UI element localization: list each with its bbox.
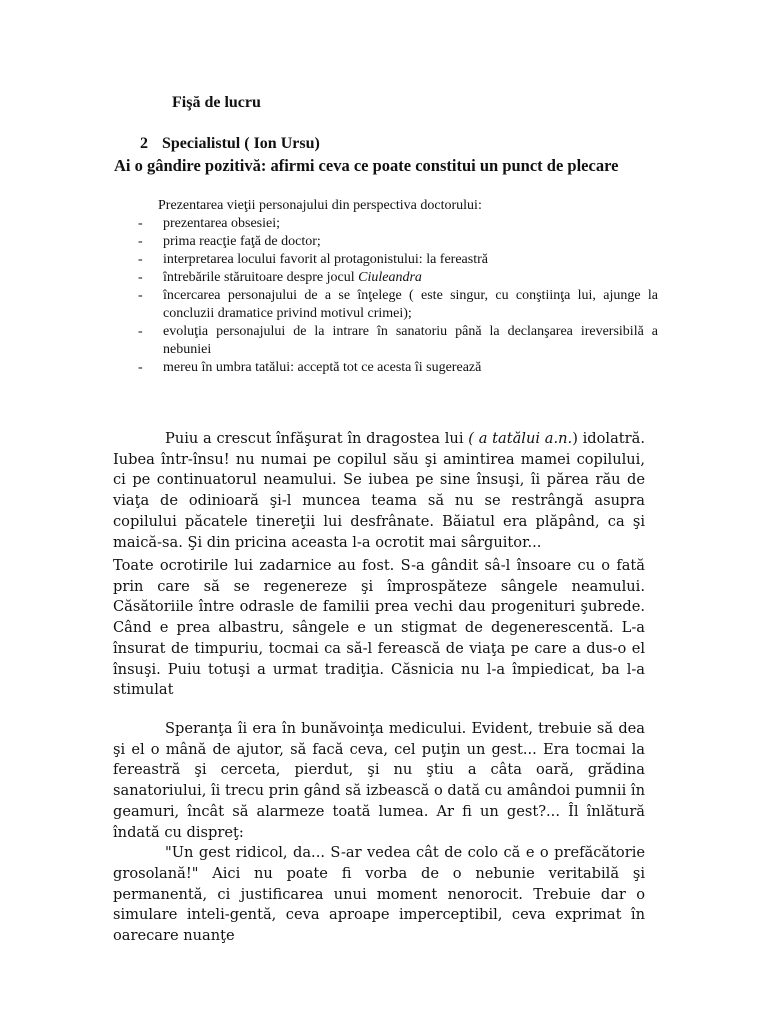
excerpt-paragraph-1 xyxy=(113,429,645,553)
list-item-text: prima reacţie faţă de doctor; xyxy=(163,234,321,249)
excerpt-text: Puiu a crescut înfăşurat în dragostea lui xyxy=(165,430,469,447)
list-item-text: evoluţia personajului de la intrare în sanatoriu până la declanşarea ireversibilă a nebuniei xyxy=(163,324,658,357)
list-item-text: întrebările stăruitoare despre jocul xyxy=(163,270,359,285)
worksheet-subtitle: Ai o gândire pozitivă: afirmi ceva ce poate constitui un punct de plecare xyxy=(114,156,619,175)
section-title: Specialistul ( Ion Ursu) xyxy=(162,135,320,152)
list-dash: - xyxy=(138,360,143,375)
excerpt-italic: ( a tatălui a.n. xyxy=(468,430,573,447)
list-item xyxy=(138,269,658,287)
list-item-text: mereu în umbra tatălui: acceptă tot ce acesta îi sugerează xyxy=(163,360,482,375)
list-dash: - xyxy=(138,234,143,249)
list-item-italic: Ciuleandra xyxy=(358,270,422,285)
list-dash: - xyxy=(138,216,143,231)
section-number: 2 xyxy=(140,135,148,152)
list-dash: - xyxy=(138,270,143,285)
excerpt-text: ) idolatră. Iubea într-însu! nu numai pe copilul său şi amintirea mamei copilului, ci pe continuatorul neamului. Se iubea pe sine însuşi, îi părea rău de viaţa de odinioară şi-l muncea teama să nu se restrângă asupra copilului păcatele tinereţii lui desfrânate. Băiatul era plăpând, ca şi maică-sa. Şi din pricina aceasta l-a ocrotit mai sârguitor... xyxy=(113,430,645,551)
list-item xyxy=(138,251,658,269)
list-item xyxy=(138,287,658,323)
list-item xyxy=(138,359,658,377)
excerpt-paragraph-3 xyxy=(113,719,645,947)
excerpt-paragraph-2: Toate ocrotirile lui zadarnice au fost. S-a gândit sâ-l însoare cu o fată prin care să se regenereze şi împrospăteze sângele neamului. Căsătoriile între odrasle de familii prea vechi dau progenituri şubrede. Când e prea albastru, sângele e un stigmat de degenerescentă. L-a însurat de timpuriu, tocmai ca să-l ferească de viaţa pe care a dus-o el însuşi. Puiu totuşi a urmat tradiţia. Căsnicia nu l-a împiedicat, ba l-a stimulat xyxy=(113,557,645,699)
task-list xyxy=(138,215,658,377)
list-item xyxy=(138,323,658,359)
list-item-text: prezentarea obsesiei; xyxy=(163,216,280,231)
list-item-text: încercarea personajului de a se înţelege ( este singur, cu conştiinţa lui, ajunge la concluzii dramatice privind motivul crimei); xyxy=(163,288,658,321)
intro-line: Prezentarea vieţii personajului din perspectiva doctorului: xyxy=(158,198,482,213)
list-item xyxy=(138,233,658,251)
excerpt-text: "Un gest ridicol, da... S-ar vedea cât de colo că e o prefăcătorie grosolană!" Aici nu poate fi vorba de o nebunie veritabilă şi permanentă, ci justificarea unui moment nenorocit. Trebuie dar o simulare inteli-gentă, ceva aproape imperceptibil, ceva exprimat în oarecare nuanţe xyxy=(113,844,645,945)
worksheet-title: Fişă de lucru xyxy=(172,94,261,111)
section-heading xyxy=(140,135,320,153)
list-dash: - xyxy=(138,324,143,339)
list-dash: - xyxy=(138,288,143,303)
list-item xyxy=(138,215,658,233)
list-item-text: interpretarea locului favorit al protagonistului: la fereastră xyxy=(163,252,488,267)
excerpt-text: Speranţa îi era în bunăvoinţa medicului. Evident, trebuie să dea şi el o mână de ajutor, să facă ceva, cel puţin un gest... Era tocmai la fereastră şi cerceta, pierdut, şi nu ştiu a câta oară, grădina sanatoriului, îi trecu prin gând să izbească o dată cu amândoi pumnii în geamuri, încât să alarmeze toată lumea. Ar fi un gest?... Îl înlătură îndată cu dispreţ: xyxy=(113,720,645,841)
list-dash: - xyxy=(138,252,143,267)
